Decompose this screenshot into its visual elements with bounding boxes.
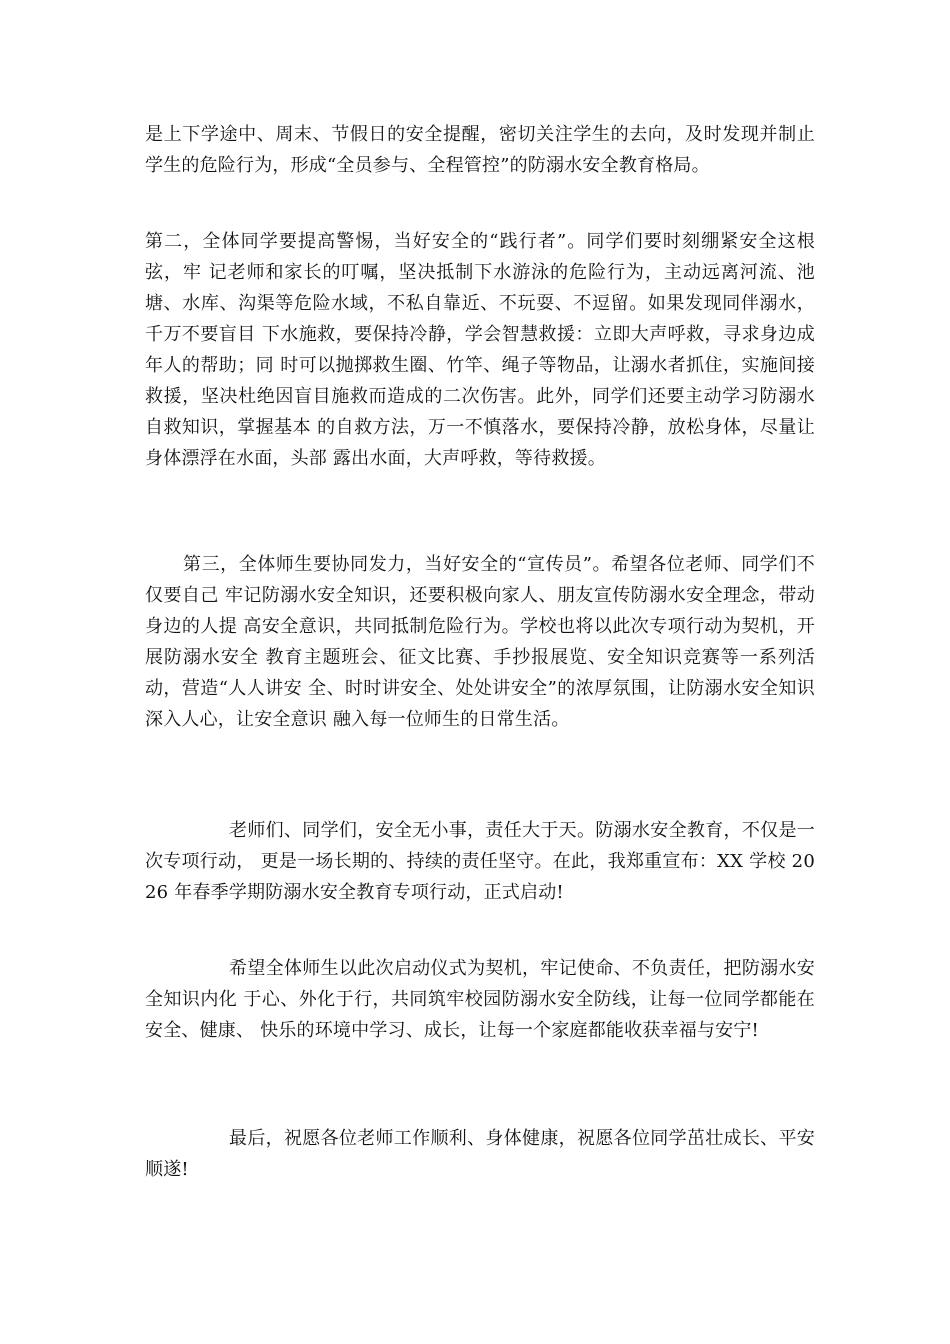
paragraph-announcement: 老师们、同学们，安全无小事，责任大于天。防溺水安全教育，不仅是一次专项行动， 更是一场长期的、持续的责任坚守。在此，我郑重宣布：XX 学校 2026 年春季学期防溺水安全教育专项行动，正式启动! [145, 820, 815, 903]
paragraph-second-point: 第二，全体同学要提高警惕，当好安全的“践行者”。同学们要时刻绷紧安全这根弦，牢 记老师和家长的叮嘱，坚决抵制下水游泳的危险行为，主动远离河流、池塘、水库、沟渠等危险水域，不私自靠近、不玩耍、不逗留。如果发现同伴溺水，千万不要盲目 下水施救，要保持冷静，学会智慧救援：立即大声呼救，寻求身边成年人的帮助；同 时可以抛掷救生圈、竹竿、绳子等物品，让溺水者抓住，实施间接救援，坚决杜绝因盲目施救而造成的二次伤害。此外，同学们还要主动学习防溺水自救知识，掌握基本 的自救方法，万一不慎落水，要保持冷静，放松身体，尽量让身体漂浮在水面，头部 露出水面，大声呼救，等待救援。 [145, 231, 815, 469]
paragraph-closing-wishes: 最后，祝愿各位老师工作顺利、身体健康，祝愿各位同学茁壮成长、平安顺遂! [145, 1128, 815, 1180]
paragraph-third-point: 第三，全体师生要协同发力，当好安全的“宣传员”。希望各位老师、同学们不仅要自己 牢记防溺水安全知识，还要积极向家人、朋友宣传防溺水安全理念，带动身边的人提 高安全意识，共同抵制危险行为。学校也将以此次专项行动为契机，开展防溺水安全 教育主题班会、征文比赛、手抄报展览、安全知识竞赛等一系列活动，营造“人人讲安 全、时时讲安全、处处讲安全”的浓厚氛围，让防溺水安全知识深入人心，让安全意识 融入每一位师生的日常生活。 [145, 554, 815, 730]
paragraph-hope: 希望全体师生以此次启动仪式为契机，牢记使命、不负责任，把防溺水安全知识内化 于心、外化于行，共同筑牢校园防溺水安全防线，让每一位同学都能在安全、健康、 快乐的环境中学习、成长，让每一个家庭都能收获幸福与安宁! [145, 958, 815, 1041]
paragraph-safety-reminder: 是上下学途中、周末、节假日的安全提醒，密切关注学生的去向，及时发现并制止学生的危险行为，形成“全员参与、全程管控”的防溺水安全教育格局。 [145, 124, 815, 176]
